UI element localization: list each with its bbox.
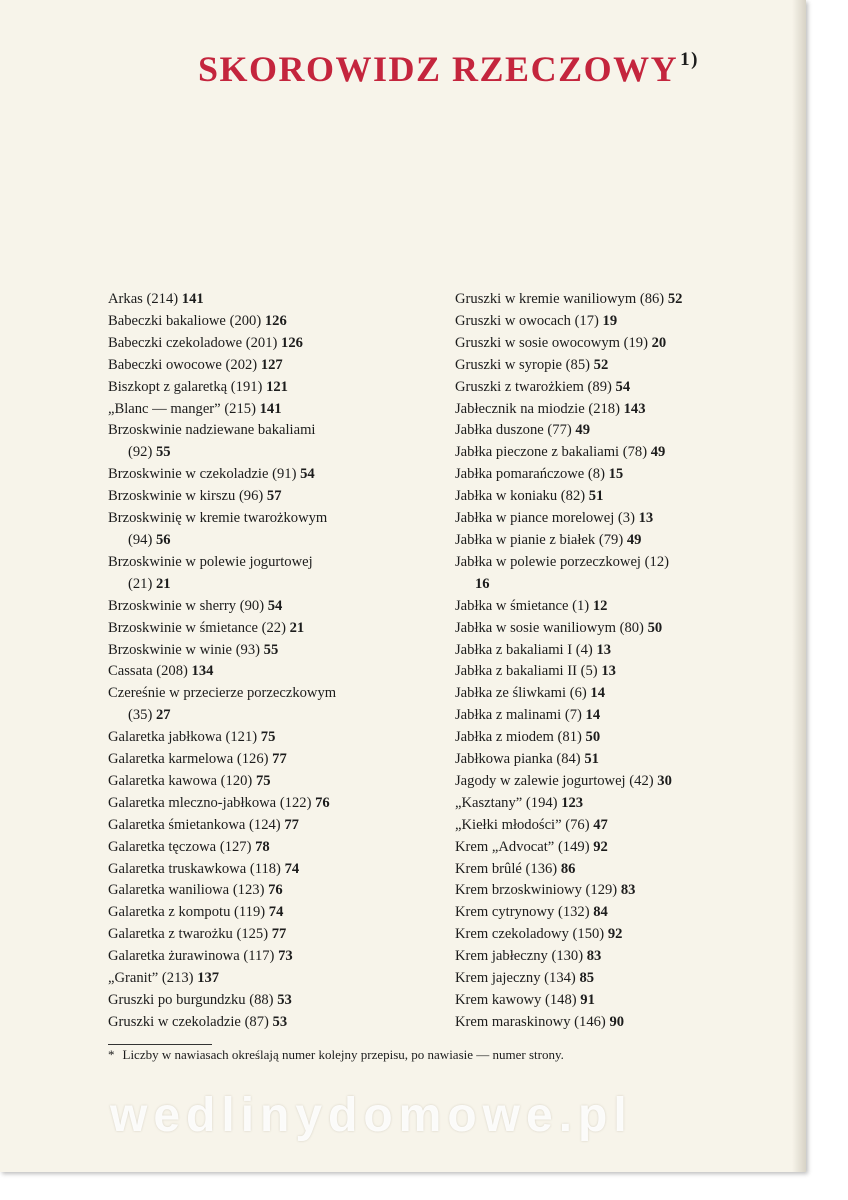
entry-recipe-number: (218) — [588, 400, 620, 417]
entry-recipe-number: (150) — [572, 926, 605, 943]
entry-name: Gruszki w sosie owocowym — [455, 334, 620, 351]
index-entry — [108, 1012, 426, 1034]
entry-recipe-number: (132) — [557, 904, 590, 921]
entry-recipe-number: (93) — [235, 641, 261, 658]
entry-name: Jabłka z malinami — [455, 707, 562, 724]
index-entry — [455, 552, 779, 596]
index-entry — [108, 552, 426, 596]
index-entry — [455, 793, 779, 815]
index-entry — [455, 683, 779, 705]
entry-page-number: 137 — [197, 970, 220, 987]
entry-name: Jabłka duszone — [455, 422, 544, 439]
entry-recipe-number: (125) — [236, 926, 269, 943]
entry-page-number: 76 — [268, 882, 283, 899]
entry-recipe-number: (129) — [585, 882, 618, 899]
index-entry — [108, 990, 426, 1012]
entry-name: Gruszki w owocach — [455, 312, 571, 329]
index-entry — [455, 311, 779, 333]
entry-name: Arkas — [108, 291, 143, 307]
index-entry — [108, 333, 426, 355]
index-entry — [108, 749, 426, 771]
entry-page-number: 51 — [588, 488, 604, 505]
entry-recipe-number: (120) — [220, 772, 253, 789]
entry-name: Galaretka śmietankowa — [108, 816, 246, 833]
entry-name: Jabłkowa pianka — [455, 751, 553, 768]
entry-page-number: 126 — [264, 312, 287, 329]
index-entry — [455, 618, 779, 640]
index-entry — [108, 946, 426, 968]
index-entry — [455, 530, 779, 552]
index-entry — [455, 990, 779, 1012]
entry-recipe-number: (35) — [128, 707, 153, 724]
entry-recipe-number: (88) — [249, 992, 274, 1008]
entry-page-number: 49 — [650, 444, 666, 461]
index-entry — [108, 399, 426, 421]
entry-page-number: 55 — [263, 641, 279, 658]
entry-name: Jabłecznik na miodzie — [455, 400, 585, 417]
entry-name: Gruszki po burgundzku — [108, 992, 246, 1008]
index-entry — [108, 618, 426, 640]
entry-page-number: 121 — [266, 378, 288, 395]
entry-recipe-number: (148) — [544, 992, 577, 1008]
index-column-left — [108, 289, 426, 1034]
index-entry — [108, 902, 426, 924]
entry-recipe-number: (214) — [146, 291, 179, 307]
index-entry — [108, 968, 426, 990]
entry-name: Brzoskwinie w śmietance — [108, 619, 258, 636]
footnote-marker: * — [108, 1047, 115, 1062]
index-entry — [455, 771, 779, 793]
entry-page-number: 141 — [181, 291, 204, 307]
entry-page-number: 13 — [601, 663, 616, 680]
entry-recipe-number: (146) — [574, 1013, 606, 1030]
index-entry — [455, 661, 779, 683]
entry-recipe-number: (8) — [587, 466, 605, 483]
entry-name: Krem „Advocat” — [455, 838, 555, 855]
entry-recipe-number: (194) — [525, 794, 558, 811]
entry-name: Galaretka truskawkowa — [108, 860, 247, 877]
entry-recipe-number: (86) — [639, 291, 665, 307]
entry-page-number: 54 — [267, 597, 283, 614]
entry-page-number: 126 — [281, 334, 303, 351]
entry-recipe-number: (80) — [619, 619, 644, 636]
entry-name: Galaretka jabłkowa — [108, 729, 222, 746]
entry-name: Gruszki w syropie — [455, 356, 563, 373]
watermark-text: wedlinydomowe.pl — [110, 1089, 633, 1142]
entry-name: Czereśnie w przecierze porzeczkowym — [108, 685, 337, 702]
index-entry — [455, 508, 779, 530]
entry-page-number: 134 — [191, 663, 214, 680]
entry-recipe-number: (201) — [245, 334, 278, 351]
index-entry — [108, 661, 426, 683]
entry-name: Krem kawowy — [455, 992, 542, 1008]
entry-page-number: 51 — [584, 751, 599, 768]
entry-page-number: 14 — [590, 685, 605, 702]
entry-name: Krem jabłeczny — [455, 948, 548, 965]
entry-recipe-number: (21) — [128, 575, 153, 592]
entry-recipe-number: (130) — [551, 948, 584, 965]
entry-name: „Kiełki młodości” — [455, 816, 562, 833]
entry-name: Jabłka z miodem — [455, 729, 554, 746]
entry-page-number: 74 — [268, 904, 284, 921]
entry-page-number: 53 — [277, 992, 292, 1008]
entry-page-number: 75 — [260, 729, 276, 746]
index-entry — [455, 333, 779, 355]
entry-page-number: 54 — [300, 466, 315, 483]
index-entry — [455, 355, 779, 377]
entry-page-number: 75 — [255, 772, 271, 789]
entry-page-number: 76 — [315, 794, 330, 811]
index-entry — [108, 420, 426, 464]
entry-name: Galaretka kawowa — [108, 772, 217, 789]
entry-name: Gruszki z twarożkiem — [455, 378, 584, 395]
entry-recipe-number: (96) — [238, 488, 264, 505]
entry-name: Biszkopt z galaretką — [108, 378, 228, 395]
entry-page-number: 52 — [667, 291, 683, 307]
entry-name: Gruszki w kremie waniliowym — [455, 291, 637, 307]
index-entry — [455, 596, 779, 618]
entry-page-number: 92 — [607, 926, 623, 943]
index-entry — [108, 508, 426, 552]
entry-name: Galaretka żurawinowa — [108, 948, 240, 965]
index-entry — [108, 793, 426, 815]
entry-recipe-number: (126) — [236, 751, 269, 768]
entry-page-number: 141 — [259, 400, 282, 417]
entry-page-number: 49 — [575, 422, 590, 439]
entry-recipe-number: (122) — [279, 794, 312, 811]
entry-recipe-number: (149) — [557, 838, 590, 855]
entry-page-number: 91 — [580, 992, 595, 1008]
index-entry — [108, 289, 426, 311]
index-entry — [455, 924, 779, 946]
title-footnote-marker: 1) — [680, 49, 699, 70]
entry-recipe-number: (1) — [572, 597, 590, 614]
index-entry — [455, 946, 779, 968]
index-entry — [108, 727, 426, 749]
entry-name: Galaretka tęczowa — [108, 838, 217, 855]
entry-recipe-number: (87) — [244, 1013, 269, 1030]
entry-recipe-number: (191) — [230, 378, 263, 395]
entry-name: Krem brzoskwiniowy — [455, 882, 582, 899]
index-entry — [108, 464, 426, 486]
entry-recipe-number: (200) — [229, 312, 262, 329]
entry-recipe-number: (77) — [547, 422, 572, 439]
entry-page-number: 20 — [651, 334, 667, 351]
index-entry — [108, 311, 426, 333]
entry-recipe-number: (117) — [243, 948, 275, 965]
index-entry — [455, 377, 779, 399]
entry-page-number: 92 — [593, 838, 608, 855]
entry-name: Krem cytrynowy — [455, 904, 555, 921]
entry-page-number: 77 — [284, 816, 299, 833]
entry-page-number: 16 — [475, 575, 490, 592]
entry-page-number: 84 — [593, 904, 608, 921]
index-entry — [108, 355, 426, 377]
entry-name: Brzoskwinie nadziewane bakaliami — [108, 422, 316, 439]
entry-name: Galaretka mleczno-jabłkowa — [108, 794, 277, 811]
entry-name: „Blanc — manger” — [108, 400, 221, 417]
entry-recipe-number: (92) — [128, 444, 153, 461]
entry-recipe-number: (81) — [557, 729, 582, 746]
entry-page-number: 14 — [585, 707, 601, 724]
index-entry — [455, 289, 779, 311]
entry-page-number: 86 — [560, 860, 576, 877]
entry-name: Jabłka z bakaliami I — [455, 641, 573, 658]
index-entry — [455, 880, 779, 902]
entry-page-number: 127 — [260, 356, 283, 373]
index-entry — [455, 902, 779, 924]
index-entry — [108, 815, 426, 837]
entry-page-number: 21 — [155, 575, 171, 592]
entry-name: Brzoskwinię w kremie twarożkowym — [108, 510, 328, 527]
entry-recipe-number: (213) — [161, 970, 194, 987]
entry-page-number: 83 — [586, 948, 602, 965]
entry-recipe-number: (90) — [239, 597, 265, 614]
entry-name: Brzoskwinie w polewie jogurtowej — [108, 553, 313, 570]
index-entry — [455, 727, 779, 749]
index-entry — [455, 640, 779, 662]
entry-recipe-number: (119) — [234, 904, 266, 921]
entry-recipe-number: (91) — [272, 466, 297, 483]
index-entry — [455, 399, 779, 421]
entry-page-number: 13 — [596, 641, 612, 658]
entry-name: Jabłka w sosie waniliowym — [455, 619, 616, 636]
index-entry — [108, 377, 426, 399]
entry-recipe-number: (136) — [525, 860, 558, 877]
entry-page-number: 56 — [155, 531, 171, 548]
entry-recipe-number: (79) — [598, 531, 624, 548]
entry-page-number: 53 — [272, 1013, 288, 1030]
entry-recipe-number: (78) — [622, 444, 648, 461]
index-entry — [455, 442, 779, 464]
entry-recipe-number: (123) — [232, 882, 265, 899]
index-entry — [455, 705, 779, 727]
entry-recipe-number: (7) — [564, 707, 582, 724]
entry-page-number: 85 — [579, 970, 595, 987]
index-entry — [455, 749, 779, 771]
entry-recipe-number: (84) — [556, 751, 581, 768]
entry-name: Cassata — [108, 663, 153, 680]
entry-page-number: 49 — [626, 531, 642, 548]
title-text: SKOROWIDZ RZECZOWY — [198, 49, 679, 89]
entry-recipe-number: (124) — [249, 816, 281, 833]
entry-page-number: 123 — [561, 794, 584, 811]
entry-name: Babeczki czekoladowe — [108, 334, 243, 351]
entry-recipe-number: (4) — [575, 641, 593, 658]
entry-recipe-number: (82) — [560, 488, 586, 505]
entry-recipe-number: (42) — [629, 772, 654, 789]
entry-page-number: 83 — [620, 882, 636, 899]
entry-name: Galaretka z kompotu — [108, 904, 231, 921]
index-entry — [108, 596, 426, 618]
index-entry — [108, 486, 426, 508]
entry-page-number: 90 — [609, 1013, 625, 1030]
index-entry — [455, 837, 779, 859]
entry-page-number: 12 — [592, 597, 608, 614]
entry-name: Krem jajeczny — [455, 970, 541, 987]
entry-name: Galaretka z twarożku — [108, 926, 233, 943]
index-entry — [108, 683, 426, 727]
entry-recipe-number: (127) — [219, 838, 252, 855]
index-entry — [108, 859, 426, 881]
index-entry — [455, 859, 779, 881]
entry-recipe-number: (5) — [580, 663, 598, 680]
entry-page-number: 54 — [615, 378, 631, 395]
entry-recipe-number: (19) — [623, 334, 648, 351]
entry-name: Jabłka ze śliwkami — [455, 685, 567, 702]
entry-name: Krem brûlé — [455, 860, 522, 877]
entry-recipe-number: (89) — [587, 378, 612, 395]
footnote-divider — [108, 1044, 212, 1045]
entry-name: Babeczki owocowe — [108, 356, 222, 373]
index-entry — [455, 420, 779, 442]
index-entry — [455, 815, 779, 837]
entry-page-number: 19 — [602, 312, 618, 329]
entry-page-number: 50 — [585, 729, 601, 746]
entry-page-number: 30 — [657, 772, 672, 789]
entry-recipe-number: (94) — [128, 531, 153, 548]
index-entry — [455, 464, 779, 486]
entry-page-number: 52 — [593, 356, 609, 373]
entry-name: Brzoskwinie w kirszu — [108, 488, 236, 505]
entry-name: Babeczki bakaliowe — [108, 312, 226, 329]
footnote — [108, 1046, 564, 1064]
entry-name: Brzoskwinie w czekoladzie — [108, 466, 269, 483]
entry-recipe-number: (76) — [565, 816, 590, 833]
entry-page-number: 77 — [272, 751, 287, 768]
entry-recipe-number: (118) — [249, 860, 281, 877]
entry-name: Jabłka pieczone z bakaliami — [455, 444, 620, 461]
index-column-right — [455, 289, 779, 1034]
entry-recipe-number: (17) — [574, 312, 599, 329]
entry-name: Brzoskwinie w sherry — [108, 597, 237, 614]
entry-name: Jagody w zalewie jogurtowej — [455, 772, 626, 789]
entry-page-number: 143 — [623, 400, 646, 417]
entry-page-number: 15 — [608, 466, 624, 483]
index-entry — [455, 486, 779, 508]
entry-name: Galaretka karmelowa — [108, 751, 234, 768]
entry-recipe-number: (202) — [225, 356, 258, 373]
entry-recipe-number: (3) — [617, 510, 635, 527]
entry-page-number: 27 — [155, 707, 171, 724]
index-entry — [455, 1012, 779, 1034]
footnote-text: Liczby w nawiasach określają numer kolejny przepisu, po nawiasie — numer strony. — [122, 1047, 564, 1062]
entry-page-number: 55 — [155, 444, 171, 461]
entry-page-number: 47 — [593, 816, 608, 833]
entry-name: Jabłka w piance morelowej — [455, 510, 615, 527]
entry-recipe-number: (208) — [156, 663, 188, 680]
entry-name: Brzoskwinie w winie — [108, 641, 233, 658]
entry-name: Jabłka z bakaliami II — [455, 663, 577, 680]
entry-name: Jabłka pomarańczowe — [455, 466, 585, 483]
entry-page-number: 73 — [278, 948, 293, 965]
entry-page-number: 13 — [638, 510, 654, 527]
entry-name: Jabłka w koniaku — [455, 488, 558, 505]
entry-name: Jabłka w pianie z białek — [455, 531, 596, 548]
entry-recipe-number: (85) — [565, 356, 590, 373]
index-entry — [455, 968, 779, 990]
entry-page-number: 21 — [289, 619, 305, 636]
entry-recipe-number: (134) — [544, 970, 576, 987]
entry-recipe-number: (22) — [261, 619, 286, 636]
entry-name: „Kasztany” — [455, 794, 523, 811]
entry-recipe-number: (6) — [569, 685, 587, 702]
index-entry — [108, 771, 426, 793]
entry-recipe-number: (12) — [644, 553, 669, 570]
page-title — [198, 48, 699, 90]
entry-name: Krem maraskinowy — [455, 1013, 571, 1030]
index-entry — [108, 837, 426, 859]
entry-page-number: 57 — [266, 488, 282, 505]
entry-recipe-number: (121) — [225, 729, 258, 746]
entry-name: Jabłka w śmietance — [455, 597, 569, 614]
entry-name: Gruszki w czekoladzie — [108, 1013, 241, 1030]
entry-page-number: 77 — [271, 926, 287, 943]
entry-name: Krem czekoladowy — [455, 926, 569, 943]
entry-name: „Granit” — [108, 970, 159, 987]
entry-name: Galaretka waniliowa — [108, 882, 230, 899]
index-entry — [108, 924, 426, 946]
entry-page-number: 50 — [647, 619, 663, 636]
index-entry — [108, 880, 426, 902]
entry-name: Jabłka w polewie porzeczkowej — [455, 553, 641, 570]
entry-recipe-number: (215) — [224, 400, 256, 417]
entry-page-number: 78 — [255, 838, 270, 855]
index-entry — [108, 640, 426, 662]
entry-page-number: 74 — [284, 860, 300, 877]
